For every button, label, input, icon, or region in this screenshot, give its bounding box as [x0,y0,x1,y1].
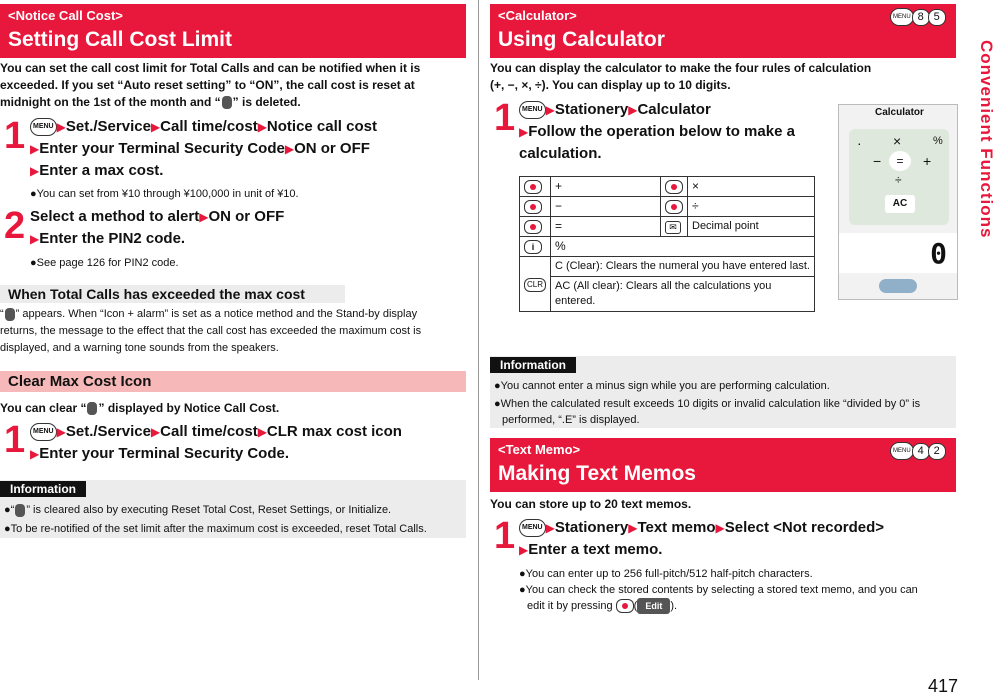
bullet-note: edit it by pressing ( Edit ). [527,600,678,612]
mail-key-icon: ✉ [665,221,681,234]
banner-title: Setting Call Cost Limit [8,28,233,51]
banner-subtitle: <Calculator> [498,8,577,23]
info-line: ●When the calculated result exceeds 10 digits or invalid calculation like “divided by 0” is [494,398,921,410]
info-line: performed, “.E” is displayed. [502,414,640,426]
calc-op-multiply: × [893,133,902,149]
bullet-note: ●You can enter up to 256 full-pitch/512 half-pitch characters. [519,568,813,580]
arrow-icon: ▶ [628,521,638,535]
banner-title: Using Calculator [498,28,665,51]
menu-key-icon: MENU [519,519,546,537]
intro-line: midnight on the 1st of the month and “ ” is deleted. [0,95,301,109]
key-cell [661,196,688,216]
banner-subtitle: <Notice Call Cost> [8,8,123,23]
intro-line: exceeded. If you set “Auto reset setting” to “ON”, the call cost is reset at [0,78,415,92]
key-cell [520,236,551,256]
i-key-icon: i [524,240,542,254]
banner-call-cost [0,4,466,58]
number-key-8: 8 [912,9,930,26]
intro-line: (+, −, ×, ÷). You can display up to 10 digits. [490,78,731,92]
step-number: 1 [4,419,26,461]
op-cell: − [551,196,661,216]
arrow-icon: ▶ [545,521,555,535]
arrow-icon: ▶ [257,120,267,134]
memo-bullets [519,566,959,614]
calc-display-value: 0 [930,237,947,270]
op-cell: AC (All clear): Clears all the calculations you entered. [551,276,815,311]
key-cell [520,177,551,197]
info-bullet [490,394,956,428]
arrow-icon: ▶ [284,142,295,156]
step-instructions: MENU ▶Set./Service▶Call time/cost▶CLR max cost icon ▶Enter your Terminal Security Code. [30,423,402,462]
op-cell: ÷ [688,196,815,216]
key-cell [661,216,688,236]
step-number: 1 [494,515,516,557]
banner-text-memo [490,438,956,492]
op-cell: C (Clear): Clears the numeral you have entered last. [551,256,815,276]
arrow-icon: ▶ [150,425,161,439]
table-row [520,196,815,216]
menu-key-icon: MENU [519,101,546,119]
op-cell: Decimal point [688,216,815,236]
table-row [520,177,815,197]
info-tag: Information [0,481,86,497]
calc-intro [490,60,960,94]
table-row [520,256,815,276]
key-center-icon [524,220,542,234]
key-up-icon [524,180,542,194]
key-down-icon [665,200,683,214]
intro-paragraph [0,60,470,111]
calc-op-minus: − [873,153,882,169]
para-line: displayed, and a warning tone sounds from the speakers. [0,342,279,354]
arrow-icon: ▶ [30,447,40,461]
arrow-icon: ▶ [56,425,66,439]
calculator-screen-image [838,104,958,300]
op-cell: × [688,177,815,197]
info-bullet: ●“ ” is cleared also by executing Reset Total Cost, Reset Settings, or Initialize. [4,504,392,516]
arrow-icon: ▶ [56,120,66,134]
column-divider [478,0,479,680]
operation-table [519,176,815,312]
para-line: returns, the message to the effect that the call cost has exceeded the maximum cost is [0,325,422,337]
center-key-icon [616,599,634,613]
arrow-icon: ▶ [519,125,529,139]
calc-screen-title: Calculator [875,107,924,118]
bullet-note: ●You can set from ¥10 through ¥100,000 in unit of ¥10. [30,188,299,200]
number-key-2: 2 [928,443,946,460]
menu-key-icon: MENU [890,8,914,26]
calc-op-plus: + [923,153,932,169]
info-tag: Information [490,357,576,373]
step-instructions: MENU ▶Set./Service▶Call time/cost▶Notice call cost ▶Enter your Terminal Security Code▶ON or OFF ▶Enter a max cost. [30,118,377,179]
arrow-icon: ▶ [30,164,40,178]
memo-intro: You can store up to 20 text memos. [490,497,692,511]
menu-key-icon: MENU [30,423,57,441]
key-cell [520,196,551,216]
arrow-icon: ▶ [545,103,555,117]
max-cost-paragraph [0,306,470,357]
step-instructions: MENU ▶Stationery▶Text memo▶Select <Not recorded> ▶Enter a text memo. [519,519,884,558]
calc-ac-button: AC [885,195,915,213]
clear-intro: You can clear “ ” displayed by Notice Call Cost. [0,401,280,415]
arrow-icon: ▶ [628,103,638,117]
info-bullet: ●You cannot enter a minus sign while you are performing calculation. [494,380,830,392]
arrow-icon: ▶ [150,120,161,134]
step-instructions: MENU ▶Stationery▶Calculator ▶Follow the operation below to make a calculation. [519,101,795,162]
step-instructions: Select a method to alert▶ON or OFF ▶Enter the PIN2 code. [30,208,285,247]
nav-key-icon [879,279,917,293]
subheading-max-cost: When Total Calls has exceeded the max cost [0,285,345,303]
table-row [520,216,815,236]
table-row [520,236,815,256]
arrow-icon: ▶ [199,210,209,224]
arrow-icon: ▶ [30,232,40,246]
bullet-note: ●See page 126 for PIN2 code. [30,257,179,269]
step-number: 2 [4,205,26,247]
arrow-icon: ▶ [257,425,267,439]
calc-op-dot: · [857,135,862,151]
arrow-icon: ▶ [30,142,40,156]
number-key-4: 4 [912,443,930,460]
calc-op-equals: = [889,151,911,171]
menu-key-icon: MENU [30,118,57,136]
banner-calculator [490,4,956,58]
calc-display [839,233,957,273]
cost-icon [222,96,232,109]
banner-title: Making Text Memos [498,462,696,485]
key-up-icon [665,180,683,194]
arrow-icon: ▶ [519,543,529,557]
key-cell [661,177,688,197]
op-cell: = [551,216,661,236]
edit-softkey-label: Edit [637,598,670,614]
side-section-title: Convenient Functions [977,40,996,239]
shortcut-keys [890,442,946,460]
key-left-icon [524,200,542,214]
info-box [0,480,466,538]
para-line: “ ” appears. When “Icon + alarm” is set as a notice method and the Stand-by display [0,308,418,320]
banner-subtitle: <Text Memo> [498,442,581,457]
cost-icon [87,402,97,415]
op-cell: % [551,236,815,256]
key-cell [520,256,551,311]
bullet-note: ●You can check the stored contents by selecting a stored text memo, and you can [519,584,918,596]
page-number: 417 [927,676,958,696]
calc-op-divide: ÷ [895,173,902,187]
info-bullet: ●To be re-notified of the set limit after the maximum cost is exceeded, reset Total Calls. [4,523,427,535]
clr-key-icon: CLR [524,278,546,292]
intro-line: You can display the calculator to make the four rules of calculation [490,61,872,75]
intro-line: You can set the call cost limit for Total Calls and can be notified when it is [0,61,421,75]
cost-icon [5,308,15,321]
step-number: 1 [4,115,26,157]
menu-key-icon: MENU [890,442,914,460]
number-key-5: 5 [928,9,946,26]
info-box [490,356,956,428]
subheading-clear-icon: Clear Max Cost Icon [0,371,466,392]
calc-keypad [849,129,949,225]
table-row [520,276,815,311]
cost-icon [15,504,25,517]
key-cell [520,216,551,236]
calc-op-percent: % [933,135,943,147]
op-cell: + [551,177,661,197]
step-number: 1 [494,97,516,139]
arrow-icon: ▶ [715,521,725,535]
shortcut-keys [890,8,946,26]
